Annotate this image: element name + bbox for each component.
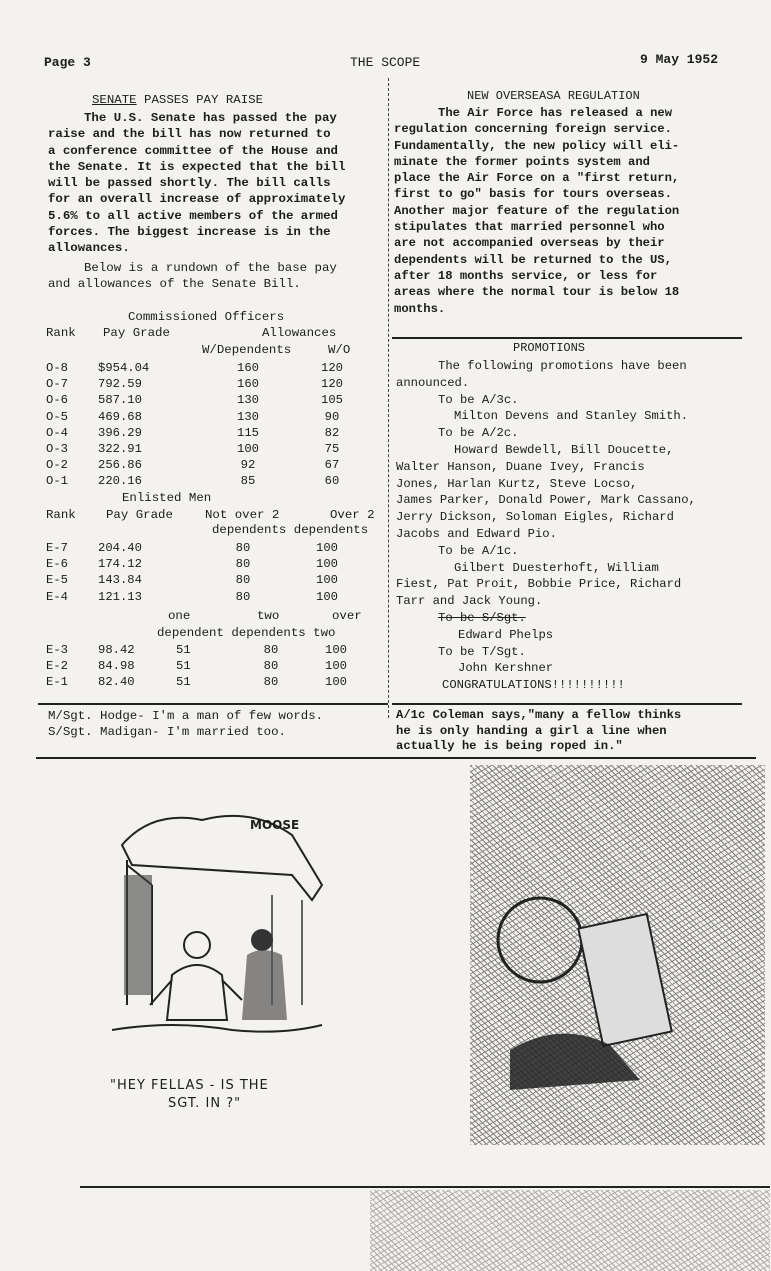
col-over: over (332, 609, 362, 623)
bottom-rule (80, 1186, 770, 1188)
col-over-2: Over 2 (330, 508, 375, 522)
col-rank: Rank (46, 326, 76, 340)
body-line: James Parker, Donald Power, Mark Cassano, (396, 493, 696, 508)
wd-cell: 130 (237, 393, 259, 408)
wd-cell: 160 (237, 361, 259, 376)
cartoon-drawing (112, 805, 332, 1045)
col-not-over-2: Not over 2 (205, 508, 280, 522)
table-row (46, 658, 366, 674)
table-row (46, 556, 366, 572)
cartoonist-signature: MOOSE (250, 818, 300, 832)
overseas-article-title: NEW OVERSEASA REGULATION (467, 89, 640, 103)
section-rule (36, 757, 756, 759)
table-row (46, 376, 366, 392)
section-rule (392, 703, 742, 705)
col-dependents-sub: dependents dependents (212, 523, 369, 537)
globe-illustration (490, 880, 680, 1110)
allowance-cell: 80 (235, 573, 251, 588)
enlisted-table-title: Enlisted Men (122, 491, 212, 505)
body-line: announced. (396, 375, 470, 390)
wd-cell: 160 (237, 377, 259, 392)
allowance-cell: 51 (176, 675, 191, 690)
enlisted-table-lower (46, 642, 366, 691)
wd-cell: 85 (240, 474, 256, 489)
officers-table-title: Commissioned Officers (128, 310, 285, 324)
table-row (46, 441, 366, 457)
col-pay-grade: Pay Grade (103, 326, 170, 340)
body-line: Below is a rundown of the base pay (84, 261, 337, 275)
table-row (46, 473, 366, 489)
wo-cell: 75 (324, 442, 340, 457)
body-line: Another major feature of the regulation (394, 203, 680, 218)
quote-right (396, 708, 746, 755)
rank-cell: O-1 (46, 474, 68, 489)
allowance-cell: 80 (235, 541, 251, 556)
body-line: minate the former points system and (394, 154, 650, 169)
col-with-dependents: W/Dependents (202, 343, 292, 357)
rank-cell: E-2 (46, 659, 68, 674)
allowance-cell: 100 (325, 659, 347, 674)
rank-cell: O-5 (46, 409, 68, 424)
quote-line: A/1c Coleman says,"many a fellow thinks (396, 708, 682, 722)
table-row (46, 674, 366, 690)
body-line: John Kershner (458, 661, 554, 676)
col-rank: Rank (46, 508, 76, 522)
body-line: and allowances of the Senate Bill. (48, 277, 301, 292)
wd-cell: 92 (240, 458, 256, 473)
column-divider (388, 78, 389, 718)
pay-cell: 82.40 (98, 675, 135, 690)
body-line: for an overall increase of approximately (48, 192, 346, 207)
body-line: months. (394, 301, 446, 316)
table-row (46, 642, 366, 658)
title-rest: PASSES PAY RAISE (136, 93, 264, 107)
allowance-cell: 80 (263, 675, 279, 690)
pay-cell: 469.68 (98, 409, 142, 424)
allowance-cell: 51 (176, 643, 191, 658)
body-line: areas where the normal tour is below 18 (394, 285, 680, 300)
enlisted-table (46, 540, 366, 605)
pay-cell: 322.91 (98, 442, 142, 457)
section-rule (38, 703, 388, 705)
body-line: a conference committee of the House and (48, 143, 338, 158)
allowance-cell: 100 (325, 675, 347, 690)
section-rule (392, 337, 742, 339)
wo-cell: 67 (324, 458, 340, 473)
col-two: two (257, 609, 280, 623)
body-line: allowances. (48, 241, 130, 256)
page-number: Page 3 (44, 55, 91, 70)
allowance-cell: 100 (316, 573, 338, 588)
table-row (46, 425, 366, 441)
wd-cell: 100 (237, 442, 259, 457)
table-row (46, 572, 366, 588)
table-row (46, 457, 366, 473)
bottom-degradation (370, 1190, 770, 1271)
body-line: To be T/Sgt. (438, 644, 526, 659)
allowance-cell: 80 (263, 659, 279, 674)
body-line: CONGRATULATIONS!!!!!!!!!! (442, 678, 625, 693)
rank-cell: E-3 (46, 643, 68, 658)
pay-cell: 256.86 (98, 458, 142, 473)
pay-cell: 84.98 (98, 659, 135, 674)
body-line: Tarr and Jack Young. (396, 594, 543, 609)
cartoon-caption-line2: SGT. IN ?" (168, 1096, 242, 1111)
body-line: The Air Force has released a new (438, 106, 673, 120)
pay-cell: 98.42 (98, 643, 135, 658)
pay-cell: 204.40 (98, 541, 142, 556)
body-line: are not accompanied overseas by their (394, 236, 665, 251)
table-row (46, 589, 366, 605)
quotes-left (48, 708, 388, 741)
wo-cell: 120 (321, 361, 343, 376)
body-line: first to go" basis for tours overseas. (394, 187, 672, 202)
wo-cell: 120 (321, 377, 343, 392)
table-row (46, 360, 366, 376)
body-line: will be passed shortly. The bill calls (48, 176, 331, 191)
body-line: dependents will be returned to the US, (394, 252, 672, 267)
senate-article-body (48, 110, 378, 257)
overseas-article-body (394, 105, 744, 317)
allowance-cell: 100 (316, 557, 338, 572)
body-line: Jones, Harlan Kurtz, Steve Locso, (396, 476, 638, 491)
wd-cell: 130 (237, 409, 259, 424)
pay-cell: 174.12 (98, 557, 142, 572)
body-line: raise and the bill has now returned to (48, 127, 331, 142)
body-line: regulation concerning foreign service. (394, 122, 672, 137)
rank-cell: E-1 (46, 675, 68, 690)
issue-date: 9 May 1952 (640, 52, 719, 67)
promotions-body (396, 358, 746, 694)
rank-cell: E-7 (46, 541, 68, 556)
pay-cell: 220.16 (98, 474, 142, 489)
pay-cell: 121.13 (98, 589, 142, 604)
rank-cell: E-6 (46, 557, 68, 572)
col-one: one (168, 609, 191, 623)
col-without-dependents: W/O (328, 343, 351, 357)
body-line: To be S/Sgt. (438, 610, 526, 625)
body-line: 5.6% to all active members of the armed (48, 208, 338, 223)
body-line: Edward Phelps (458, 627, 554, 642)
allowance-cell: 80 (235, 589, 251, 604)
allowance-cell: 80 (235, 557, 251, 572)
pay-cell: 587.10 (98, 393, 142, 408)
body-line: forces. The biggest increase is in the (48, 225, 331, 240)
body-line: The U.S. Senate has passed the pay (84, 111, 337, 125)
allowance-cell: 80 (263, 643, 279, 658)
body-line: To be A/1c. (438, 543, 519, 558)
body-line: stipulates that married personnel who (394, 220, 665, 235)
col-allowances: Allowances (262, 326, 337, 340)
body-line: Jerry Dickson, Soloman Eigles, Richard (396, 510, 674, 525)
wd-cell: 115 (237, 425, 259, 440)
pay-cell: 143.84 (98, 573, 142, 588)
rank-cell: O-4 (46, 425, 68, 440)
cartoon-caption-line1: "HEY FELLAS - IS THE (110, 1078, 269, 1093)
allowance-cell: 100 (325, 643, 347, 658)
table-row (46, 540, 366, 556)
body-line: Fiest, Pat Proit, Bobbie Price, Richard (396, 577, 682, 592)
body-line: Fundamentally, the new policy will eli- (394, 138, 680, 153)
pay-cell: 792.59 (98, 377, 142, 392)
quote-line: actually he is being roped in." (396, 739, 623, 754)
body-line: Milton Devens and Stanley Smith. (454, 409, 689, 424)
quote-line: M/Sgt. Hodge- I'm a man of few words. (48, 709, 324, 723)
body-line: Gilbert Duesterhoft, William (454, 560, 659, 575)
wo-cell: 82 (324, 425, 340, 440)
title-underlined-word: SENATE (92, 93, 137, 107)
pay-cell: $954.04 (98, 361, 150, 376)
body-line: Jacobs and Edward Pio. (396, 526, 557, 541)
rundown-paragraph (48, 260, 378, 293)
officers-table (46, 360, 366, 490)
rank-cell: O-6 (46, 393, 68, 408)
body-line: after 18 months service, or less for (394, 268, 658, 283)
table-row (46, 392, 366, 408)
body-line: To be A/2c. (438, 426, 519, 441)
allowance-cell: 100 (316, 589, 338, 604)
body-line: Howard Bewdell, Bill Doucette, (454, 442, 674, 457)
allowance-cell: 51 (176, 659, 191, 674)
body-line: place the Air Force on a "first return, (394, 171, 680, 186)
rank-cell: E-5 (46, 573, 68, 588)
promotions-title: PROMOTIONS (513, 341, 586, 355)
wo-cell: 90 (324, 409, 340, 424)
rank-cell: O-7 (46, 377, 68, 392)
body-line: the Senate. It is expected that the bill (48, 159, 346, 174)
rank-cell: O-3 (46, 442, 68, 457)
col-pay-grade: Pay Grade (106, 508, 173, 522)
allowance-cell: 100 (316, 541, 338, 556)
body-line: Walter Hanson, Duane Ivey, Francis (396, 459, 645, 474)
wo-cell: 60 (324, 474, 340, 489)
rank-cell: O-2 (46, 458, 68, 473)
body-line: The following promotions have been (438, 359, 687, 373)
table-row (46, 409, 366, 425)
rank-cell: E-4 (46, 589, 68, 604)
body-line: To be A/3c. (438, 392, 519, 407)
quote-line: he is only handing a girl a line when (396, 723, 667, 738)
wo-cell: 105 (321, 393, 343, 408)
pay-cell: 396.29 (98, 425, 142, 440)
senate-article-title (92, 93, 263, 107)
newsletter-title: THE SCOPE (350, 55, 421, 70)
quote-line: S/Sgt. Madigan- I'm married too. (48, 725, 286, 740)
col-dependent-sub: dependent dependents two (157, 626, 336, 640)
rank-cell: O-8 (46, 361, 68, 376)
